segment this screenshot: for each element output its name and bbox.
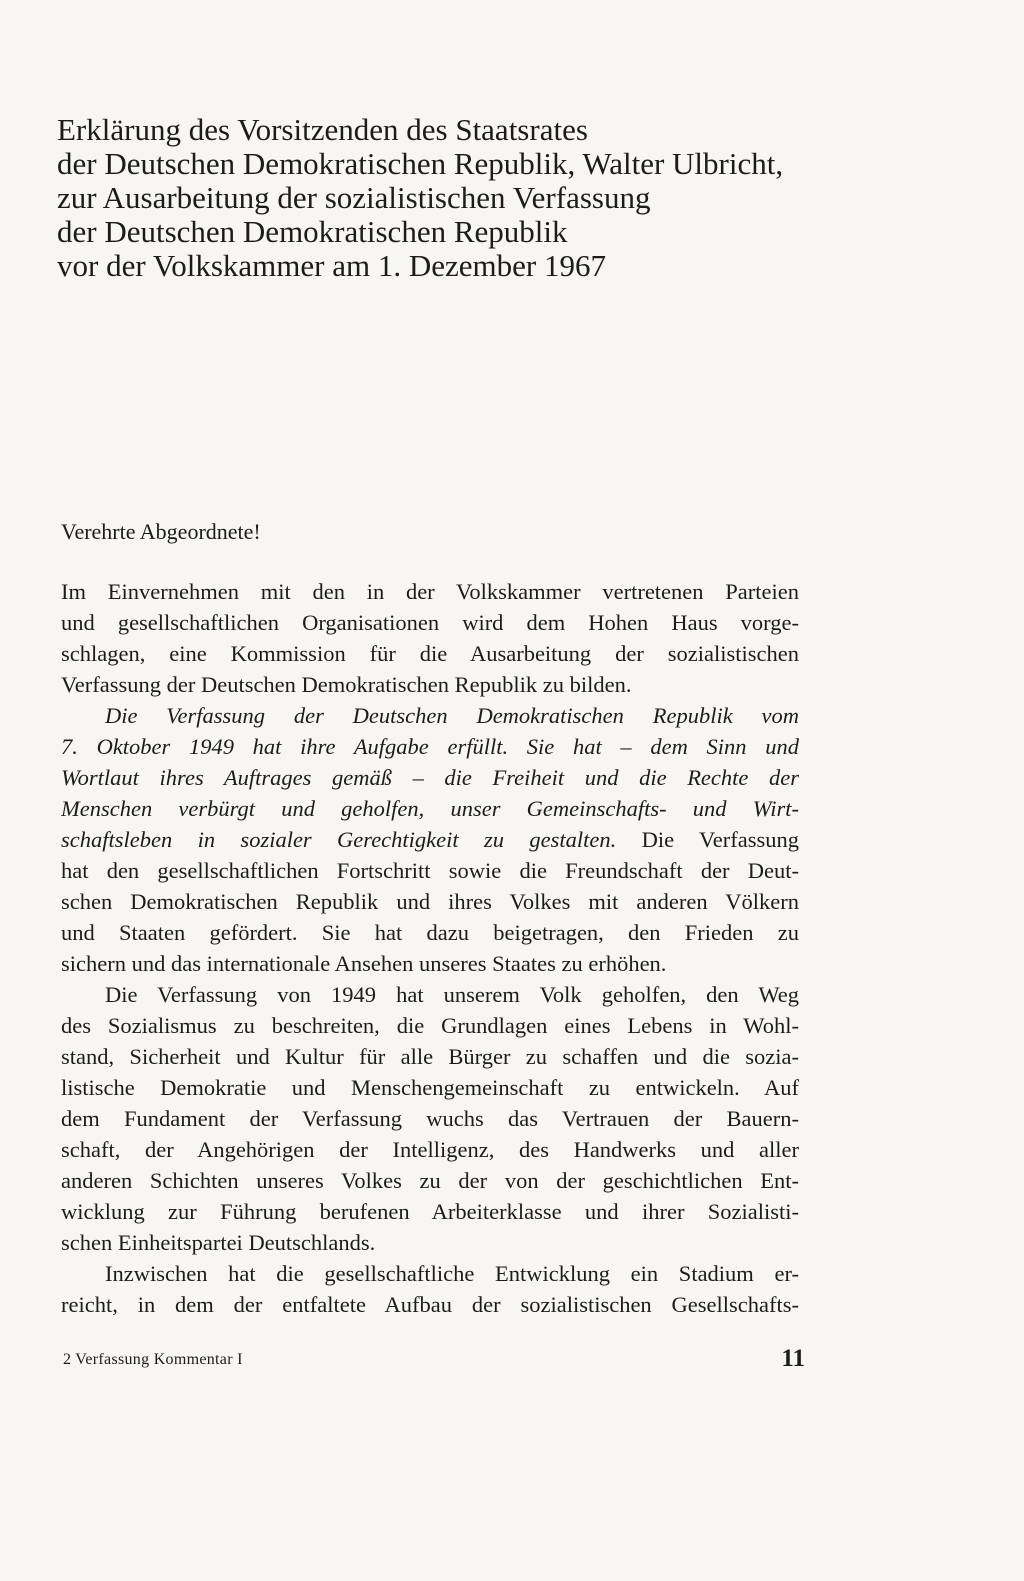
salutation: Verehrte Abgeordnete!	[61, 519, 261, 544]
text-line: und Staaten gefördert. Sie hat dazu beigetragen, den Frieden zu	[61, 920, 799, 945]
text-line: Im Einvernehmen mit den in der Volkskammer vertretenen Parteien	[61, 579, 799, 604]
text-line: reicht, in dem der entfaltete Aufbau der sozialistischen Gesellschafts-	[61, 1292, 799, 1317]
text-line: Die Verfassung der Deutschen Demokratischen Republik vom	[105, 703, 799, 728]
text-line: schen Demokratischen Republik und ihres Volkes mit anderen Völkern	[61, 889, 799, 914]
text-line: 7. Oktober 1949 hat ihre Aufgabe erfüllt. Sie hat – dem Sinn und	[61, 734, 799, 759]
text-line: Die Verfassung von 1949 hat unserem Volk geholfen, den Weg	[105, 982, 799, 1007]
text-line: des Sozialismus zu beschreiten, die Grundlagen eines Lebens in Wohl-	[61, 1013, 799, 1038]
page-number: 11	[781, 1345, 805, 1372]
text-line: schlagen, eine Kommission für die Ausarbeitung der sozialistischen	[61, 641, 799, 666]
text-line: schaft, der Angehörigen der Intelligenz, des Handwerks und aller	[61, 1137, 799, 1162]
heading-line: vor der Volkskammer am 1. Dezember 1967	[57, 248, 606, 283]
signature-reference: 2 Verfassung Kommentar I	[63, 1351, 243, 1368]
text-line: schen Einheitspartei Deutschlands.	[61, 1230, 376, 1255]
text-line: Menschen verbürgt und geholfen, unser Gemeinschafts- und Wirt-	[61, 796, 799, 821]
text-line: sichern und das internationale Ansehen unseres Staates zu erhöhen.	[61, 951, 667, 976]
heading-line: der Deutschen Demokratischen Republik	[57, 214, 568, 249]
text-line: listische Demokratie und Menschengemeinschaft zu entwickeln. Auf	[61, 1075, 799, 1100]
body-text	[61, 576, 799, 1320]
page-footer	[61, 1347, 805, 1377]
paragraph-1	[61, 576, 799, 700]
text-line: Verfassung der Deutschen Demokratischen Republik zu bilden.	[61, 672, 632, 697]
text-line: und gesellschaftlichen Organisationen wird dem Hohen Haus vorge-	[61, 610, 799, 635]
heading-line: der Deutschen Demokratischen Republik, Walter Ulbricht,	[57, 146, 784, 181]
text-line: wicklung zur Führung berufenen Arbeiterklasse und ihrer Sozialisti-	[61, 1199, 799, 1224]
heading-line: Erklärung des Vorsitzenden des Staatsrates	[57, 112, 588, 147]
text-line: stand, Sicherheit und Kultur für alle Bürger zu schaffen und die sozia-	[61, 1044, 799, 1069]
paragraph-3	[61, 979, 799, 1258]
text-line: Wortlaut ihres Auftrages gemäß – die Freiheit und die Rechte der	[61, 765, 799, 790]
emphasis-text: schaftsleben in sozialer Gerechtigkeit zu gestalten.	[61, 827, 617, 852]
text-line	[61, 824, 799, 855]
text-line: dem Fundament der Verfassung wuchs das Vertrauen der Bauern-	[61, 1106, 799, 1131]
paragraph-4	[61, 1258, 799, 1320]
document-heading	[57, 113, 817, 283]
paragraph-2	[61, 700, 799, 979]
text-line: hat den gesellschaftlichen Fortschritt sowie die Freundschaft der Deut-	[61, 858, 799, 883]
text-line: anderen Schichten unseres Volkes zu der von der geschichtlichen Ent-	[61, 1168, 799, 1193]
heading-line: zur Ausarbeitung der sozialistischen Verfassung	[57, 180, 651, 215]
text-segment: Die Verfassung	[616, 827, 799, 852]
text-line: Inzwischen hat die gesellschaftliche Entwicklung ein Stadium er-	[105, 1261, 799, 1286]
